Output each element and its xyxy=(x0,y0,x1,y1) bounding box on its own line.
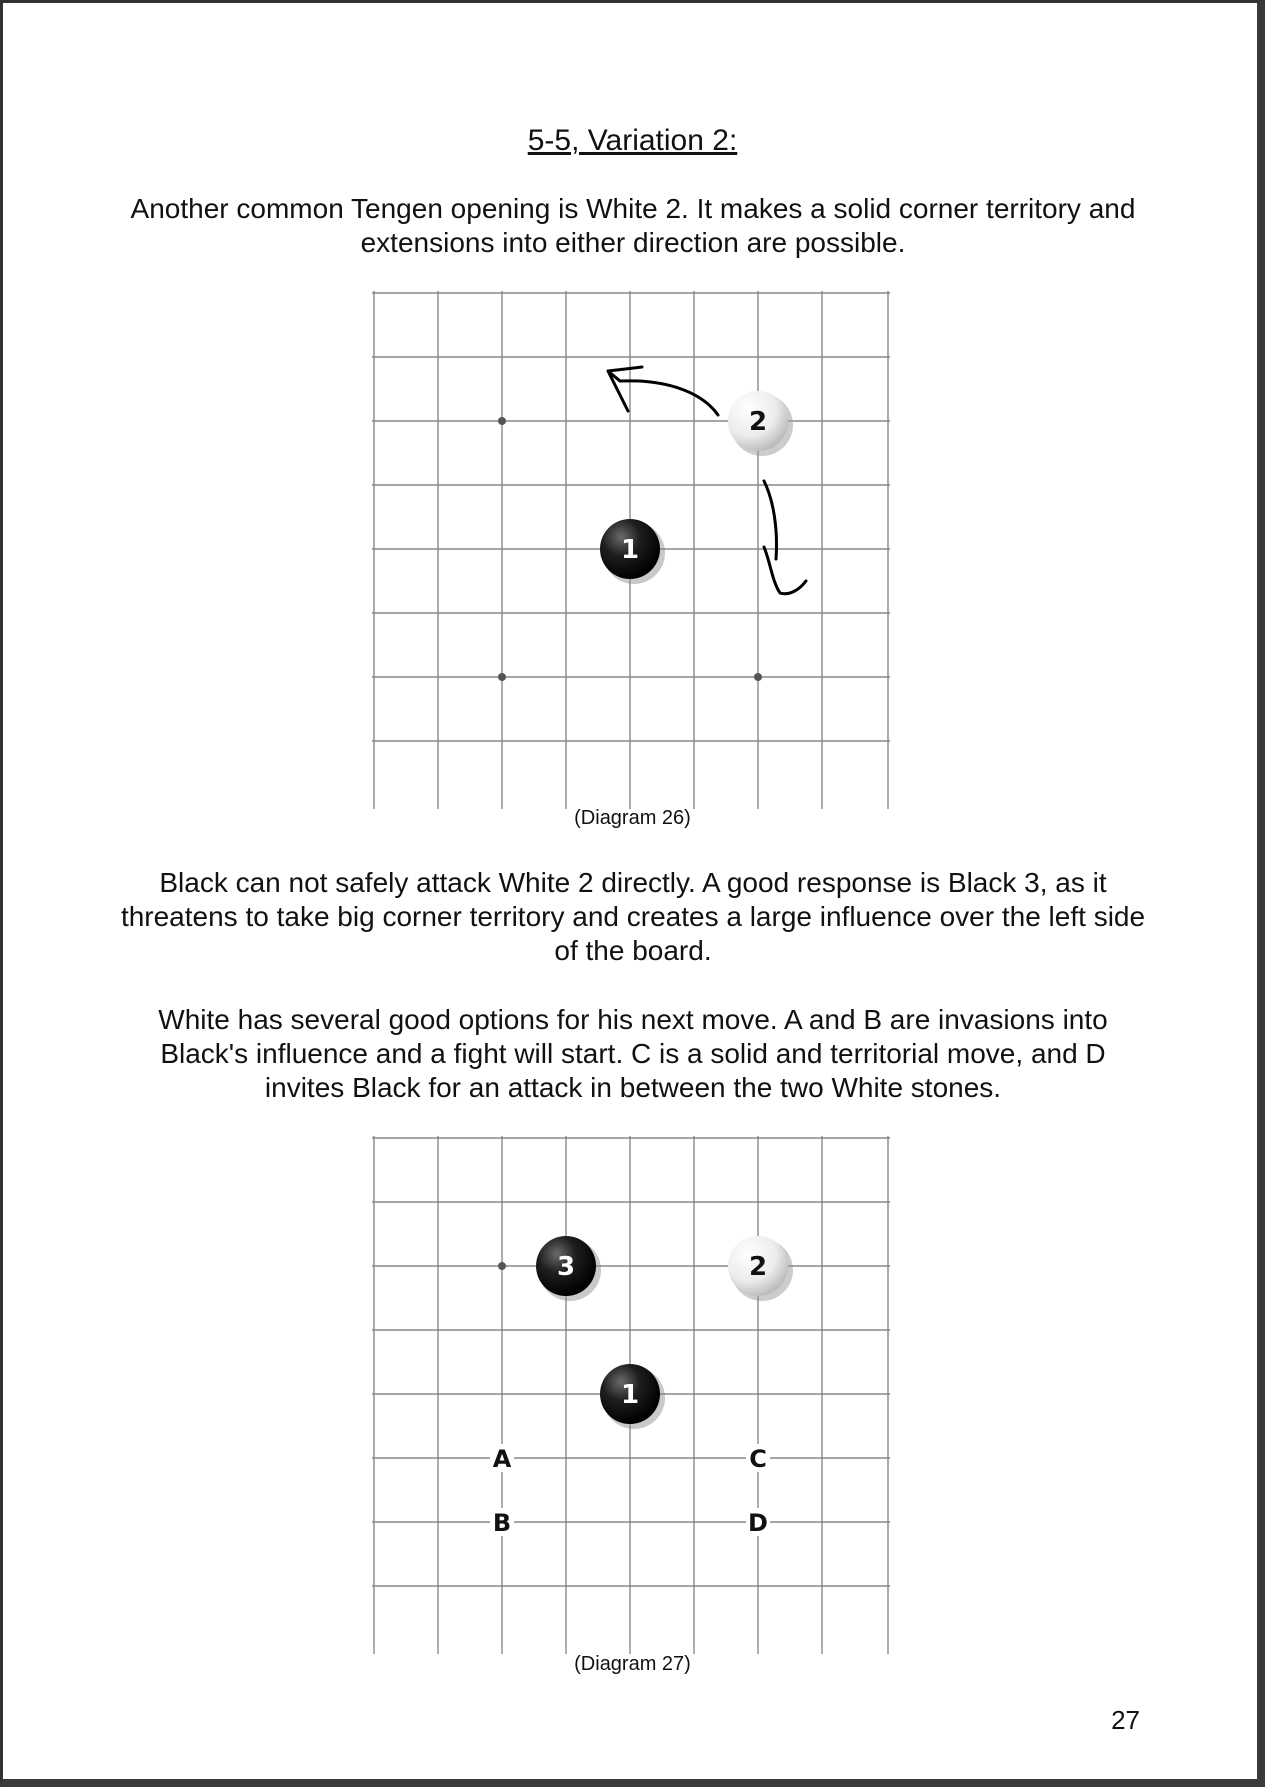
point-label: B xyxy=(492,1509,512,1537)
stone-number: 2 xyxy=(748,407,768,437)
handdrawn-arrow-down xyxy=(764,481,806,594)
point-label: D xyxy=(748,1509,768,1537)
diagram-27-board xyxy=(372,1136,890,1654)
point-label: A xyxy=(492,1445,512,1473)
page-title: 5-5, Variation 2: xyxy=(527,124,738,157)
white-stone xyxy=(728,1236,793,1301)
stone-number: 1 xyxy=(620,1380,640,1410)
star-point xyxy=(498,417,506,425)
white-stone xyxy=(728,391,793,456)
stone-number: 1 xyxy=(620,535,640,565)
star-point xyxy=(498,673,506,681)
point-marker-c xyxy=(746,1444,770,1473)
diagram-26-caption: (Diagram 26) xyxy=(574,807,691,829)
point-label: C xyxy=(749,1445,767,1473)
point-marker-a xyxy=(490,1444,514,1473)
star-point xyxy=(498,1262,506,1270)
stone-number: 3 xyxy=(556,1252,576,1282)
point-marker-d xyxy=(746,1508,770,1537)
diagram-26-board xyxy=(372,291,890,809)
page-number: 27 xyxy=(1111,1705,1140,1735)
intro-paragraph: Another common Tengen opening is White 2. It makes a solid corner territory and extensions into either direction are possible. xyxy=(130,193,1136,258)
star-point xyxy=(754,673,762,681)
black-stone xyxy=(600,519,665,584)
point-marker-b xyxy=(490,1508,514,1537)
options-paragraph: White has several good options for his next move. A and B are invasions into Black's influence and a fight will start. C is a solid and territorial move, and D invites Black for an attack in between the two White stones. xyxy=(158,1004,1108,1103)
stone-number: 2 xyxy=(748,1252,768,1282)
response-paragraph: Black can not safely attack White 2 directly. A good response is Black 3, as it threatens to take big corner territory and creates a large influence over the left side of the board. xyxy=(120,867,1146,966)
diagram-27-caption: (Diagram 27) xyxy=(574,1653,691,1675)
black-stone xyxy=(536,1236,601,1301)
handdrawn-arrow-left xyxy=(608,367,718,415)
black-stone xyxy=(600,1364,665,1429)
